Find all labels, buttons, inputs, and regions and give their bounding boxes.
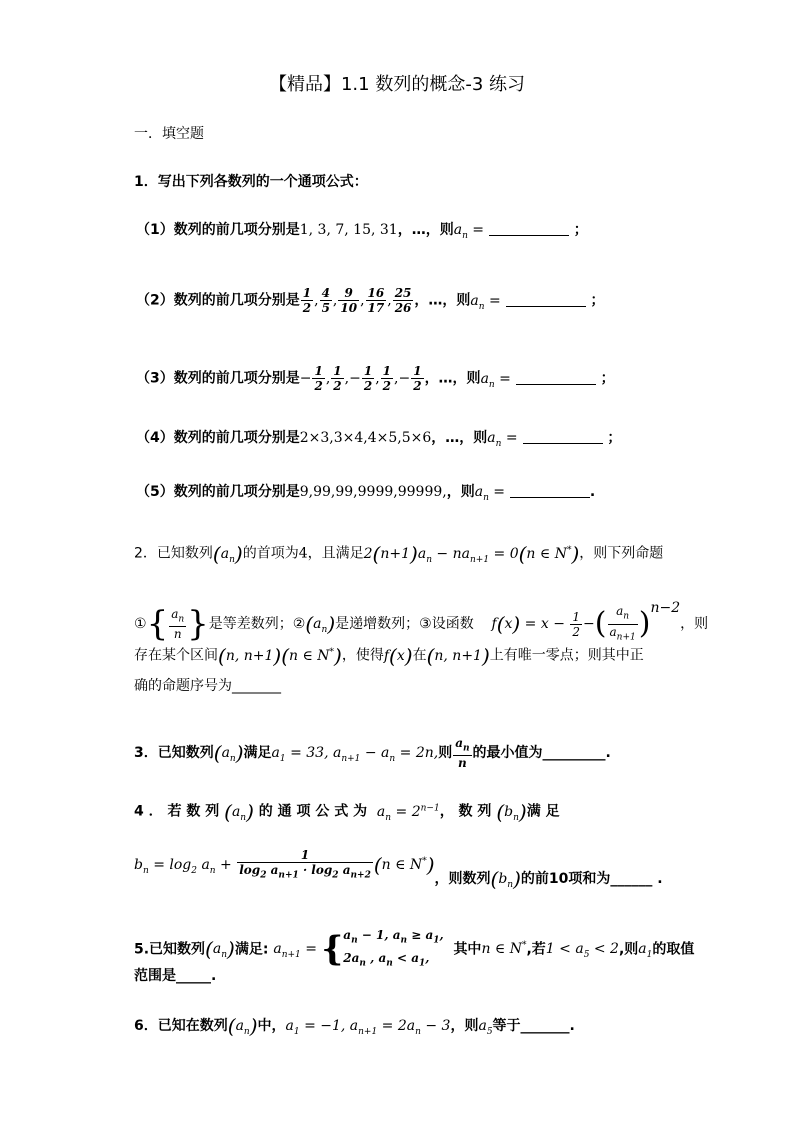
q2-text-i: ，使得: [341, 647, 384, 664]
q1-part1-end: ；: [573, 222, 588, 238]
q2-text-b: 的首项为: [242, 545, 299, 562]
q3-condition: $a_1 = 33$, $a_{n+1} - a_n = 2n$,: [271, 745, 439, 764]
q4-text-d: 满 足: [526, 803, 560, 820]
q2-line2: ①{ $\frac{a_n}{n}$ }是等差数列；$②(a_n)$是递增数列；③设函数 f(x) = x − $\frac{1}{2}$ −( $\frac{a_n}{a_{n+1}}$ )$^{n-2}$，则: [134, 600, 709, 644]
frac-4-5: $\frac{4}{5}$: [321, 286, 330, 315]
q2-text-e: 是等差数列；②: [208, 616, 306, 632]
q5-line1: 5.已知数列$(a_n)$满足: $a_{n+1} = \{a_n - 1$, $a_n \ge a_1$, $2a_n$ , $a_n < a_1$, 其中n ∈ N*,若$1 < a_5 < 2$,则$a_1$的取值: [134, 926, 694, 973]
frac-1-2-q2: $\frac{1}{2}$: [572, 609, 581, 639]
q2-recurrence: $2(n+1)a_n - na_{n+1} = 0(n$ ∈ N*): [363, 541, 580, 566]
frac-neg-1-2-a: $\frac{1}{2}$: [314, 364, 323, 393]
q2-fx: f(x): [383, 643, 413, 668]
q5-range: $1 < a_5 < 2$: [545, 941, 619, 961]
frac-log: $\frac{1}{\log_2 a_{n+1} \cdot \log_2 a_{n+2}}$: [239, 848, 371, 881]
frac-neg-1-2-b: $\frac{1}{2}$: [363, 364, 373, 393]
q2-text-g: ，则: [680, 616, 709, 632]
q1-part1-seq: 1, 3, 7, 15, 31: [299, 222, 398, 238]
frac-25-26: $\frac{25}{26}$: [394, 286, 412, 315]
q1-part5-label: （5）数列的前几项分别是: [136, 484, 300, 500]
q5-cases: $a_n - 1$, $a_n \ge a_1$, $2a_n$ , $a_n < a_1$,: [343, 928, 444, 969]
q6-a5: $a_5$: [478, 1018, 493, 1037]
q2-function: f(x) = x −: [491, 612, 570, 636]
q2-text-j: 在: [412, 647, 427, 664]
q1-part4-end: ；: [607, 430, 622, 446]
q3-text-d: 的最小值为_________.: [472, 745, 611, 762]
q1-part5-blank[interactable]: [510, 483, 590, 498]
q1-part2-blank[interactable]: [506, 292, 586, 307]
q1-part1-tail: ，…，则: [397, 222, 454, 238]
q5-seq-an: $(a_n)$: [205, 937, 235, 962]
q4-line2: $b_n = \log_2 a_n$ + $\frac{1}{\log_2 a_{n+1} \cdot \log_2 a_{n+2}}$ (n ∈ N*)，则数列$(b_n)$的前10项和为______ .: [134, 848, 663, 892]
q3-text-b: 满足: [243, 745, 272, 762]
q4-text-c: ， 数 列: [439, 803, 492, 820]
q6-text-d: 等于_______.: [492, 1018, 575, 1034]
q2-circle-1: ①: [134, 616, 147, 632]
q6-line: [134, 1016, 575, 1042]
q5-piecewise: $a_{n+1}$ =: [273, 941, 322, 961]
q3-seq-an: $(a_n)$: [213, 741, 244, 766]
q2-seq-an-2: $(a_n)$: [305, 612, 336, 636]
q3-text-c: 则: [438, 745, 453, 762]
q2-text-d: ，则下列命题: [579, 545, 664, 562]
q1-part2-tail: ，…，则: [414, 292, 471, 309]
q1-part3-an: $a_n$ =: [480, 370, 511, 390]
frac-an-n-q3: $\frac{a_n}{n}$: [455, 736, 470, 771]
q4-seq-an: $(a_n)$: [224, 799, 254, 824]
document-title: 【精品】1.1 数列的概念-3 练习: [268, 74, 525, 95]
q2-line3: [134, 642, 644, 666]
q2-text-k: 上有唯一零点；则其中正: [489, 647, 644, 664]
q1-part3-tail: ，…，则: [424, 370, 481, 387]
q2-text-c: ，且满足: [307, 545, 364, 562]
q5-line2: 范围是_____.: [134, 968, 217, 984]
frac-an-n: $\frac{a_n}{n}$: [171, 606, 185, 642]
q6-seq-an: $(a_n)$: [227, 1014, 258, 1038]
q1-part1: [136, 220, 588, 246]
q4-bn-def: $b_n = \log_2 a_n$ +: [134, 857, 237, 876]
q5-text-a: 5.已知数列: [134, 941, 206, 958]
q1-part5-an: $a_n$ =: [474, 484, 506, 503]
q1-part5: [136, 482, 595, 508]
q1-part1-blank[interactable]: [489, 221, 569, 236]
frac-16-17: $\frac{16}{17}$: [367, 286, 385, 315]
q5-a1: $a_1$: [638, 941, 653, 961]
q1-part4: [136, 428, 621, 454]
q1-part3-end: ；: [600, 370, 615, 387]
q1-part3-label: （3）数列的前几项分别是: [136, 370, 300, 387]
q4-seq-bn: $(b_n)$: [496, 799, 527, 824]
q1-part1-an: $a_n$ =: [453, 222, 485, 241]
q1-part5-end: .: [589, 484, 596, 500]
q5-text-b: 满足:: [234, 941, 269, 958]
frac-1-2: $\frac{1}{2}$: [302, 286, 312, 315]
frac-9-10: $\frac{9}{10}$: [340, 286, 358, 315]
q4-formula: $a_n = 2^{n-1}$: [376, 803, 440, 823]
frac-neg-1-2-c: $\frac{1}{2}$: [413, 364, 422, 393]
q1-part2-end: ；: [590, 292, 605, 309]
q1-part4-label: （4）数列的前几项分别是: [136, 430, 300, 446]
q4-line1: [134, 798, 560, 827]
frac-1-2-a: $\frac{1}{2}$: [333, 364, 342, 393]
q5-text-c: 其中: [453, 941, 482, 958]
q2-first-term: 4: [298, 545, 308, 562]
q2-seq-an: $(a_n)$: [212, 541, 243, 566]
q1-part4-an: $a_n$ =: [487, 430, 518, 449]
q1-stem: 1．写出下列各数列的一个通项公式：: [134, 174, 368, 190]
q1-part1-label: （1）数列的前几项分别是: [136, 222, 300, 238]
q2-line4: 确的命题序号为_______: [134, 678, 281, 694]
q6-condition: $a_1 = -1$, $a_{n+1} = 2a_n - 3$: [285, 1018, 451, 1037]
q1-part3: （3）数列的前几项分别是− $\frac{1}{2}$ , $\frac{1}{2}$ ,− $\frac{1}{2}$ , $\frac{1}{2}$ ,− $\frac{1}{2}$ ，…，则$a_n$ = ；: [136, 364, 615, 393]
q6-text-a: 6．已知在数列: [134, 1018, 228, 1034]
q5-text-d: ,若: [526, 941, 546, 958]
q5-domain: n ∈ N*: [481, 940, 527, 958]
q2-interval-2: (n, n+1): [426, 643, 490, 668]
frac-1-2-b: $\frac{1}{2}$: [382, 364, 392, 393]
q1-part2: （2）数列的前几项分别是 $\frac{1}{2}$ , $\frac{4}{5}$ , $\frac{9}{10}$ , $\frac{16}{17}$ , $\frac{25}{26}$ ，…，则$a_n$ = ；: [136, 286, 605, 315]
q1-part4-tail: ，…，则: [431, 430, 488, 446]
q4-seq-bn-2: $(b_n)$: [490, 867, 521, 892]
q4-text-f: 的前10项和为______ .: [520, 871, 663, 888]
q1-part2-an: $a_n$ =: [470, 292, 501, 312]
q1-part5-tail: ，则: [446, 484, 475, 500]
q1-part4-blank[interactable]: [523, 429, 603, 444]
q4-text-b: 的 通 项 公 式 为: [258, 803, 368, 820]
q2-text-h: 存在某个区间: [134, 647, 218, 664]
q3-line: [134, 736, 611, 770]
frac-an-an1: $\frac{a_n}{a_{n+1}}$: [609, 604, 636, 642]
q1-part2-label: （2）数列的前几项分别是: [136, 292, 300, 309]
q1-part3-blank[interactable]: [516, 370, 596, 385]
q2-interval: (n, n+1)(n ∈ N*): [218, 643, 342, 668]
q2-text-a: 2．已知数列: [134, 545, 213, 562]
q5-text-f: 的取值: [652, 941, 695, 958]
q6-text-b: 中，: [257, 1018, 286, 1034]
q5-text-e: ,则: [618, 941, 639, 958]
q2-text-f: 是递增数列；③设函数: [335, 616, 474, 632]
q4-text-e: ，则数列: [434, 871, 491, 888]
q1-part5-seq: 9,99,99,9999,99999,: [299, 484, 447, 500]
q1-part4-seq: 2×3,3×4,4×5,5×6: [299, 430, 432, 446]
q4-text-a: 4 ． 若 数 列: [134, 803, 220, 820]
q3-text-a: 3．已知数列: [134, 745, 214, 762]
section-heading: 一．填空题: [134, 126, 204, 142]
q6-text-c: ，则: [450, 1018, 479, 1034]
q2-line1: [134, 540, 663, 569]
